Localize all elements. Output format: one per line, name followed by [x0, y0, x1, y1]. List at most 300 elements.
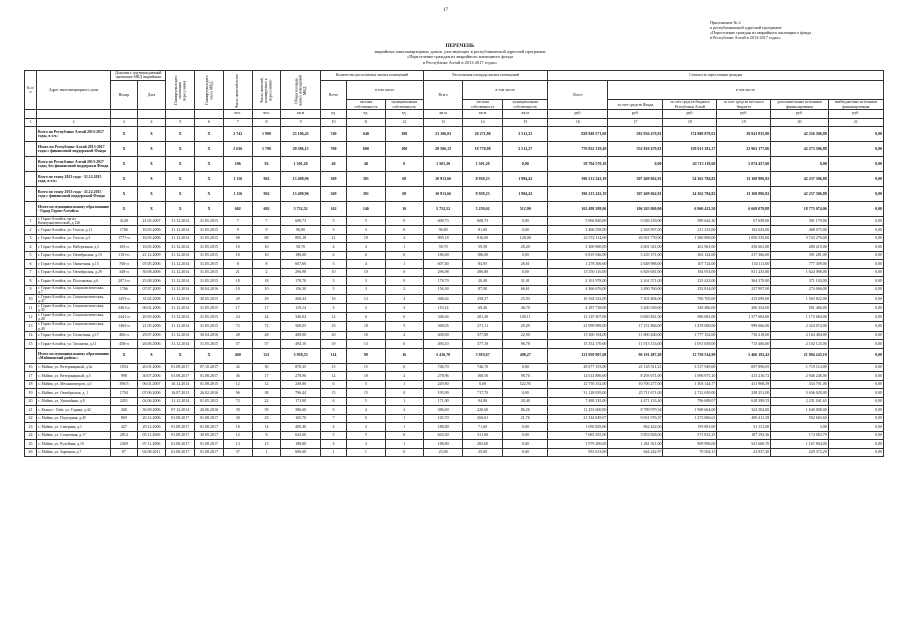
table-cell: 19: [347, 234, 385, 243]
col-cost-local: за счет средств местного бюджета: [717, 100, 771, 110]
table-cell: 0,00: [828, 142, 883, 157]
table-cell: 6: [320, 397, 346, 406]
table-cell: 466-п: [111, 331, 137, 340]
table-cell: 37: [223, 448, 252, 457]
column-number-cell: 13: [423, 118, 463, 127]
table-cell: 4 187 738,00: [548, 304, 608, 313]
table-row: [25, 243, 884, 252]
table-cell: 0,00: [502, 157, 548, 172]
table-cell: 828 948 571,69: [548, 127, 608, 142]
table-cell: 195 891,00: [663, 423, 717, 432]
table-row: [25, 414, 884, 423]
table-cell: 0,00: [502, 423, 548, 432]
table-cell: 0,00: [502, 448, 548, 457]
table-cell: 0,00: [828, 285, 883, 294]
table-cell: 165,70: [423, 414, 463, 423]
table-cell: 16.07.2013: [166, 389, 195, 398]
table-cell: 1 994,43: [502, 172, 548, 187]
table-cell: 1 051 658,00: [663, 340, 717, 349]
table-cell: 0,00: [828, 187, 883, 202]
table-cell: 217 366,00: [717, 251, 771, 260]
table-cell: 01.08.2017: [166, 440, 195, 449]
table-cell: X: [137, 202, 166, 217]
table-cell: 10 913,66: [423, 187, 463, 202]
table-cell: 103-п: [111, 243, 137, 252]
table-cell: 1: [385, 380, 423, 389]
table-cell: 3,00: [771, 423, 829, 432]
table-cell: 01.05.2015: [195, 397, 224, 406]
table-cell: [25, 202, 37, 217]
table-cell: 100,11: [502, 313, 548, 322]
table-cell: 1: [320, 448, 346, 457]
table-cell: 31.12.2014: [166, 322, 195, 331]
table-cell: 10: [25, 294, 37, 303]
table-cell: 1101-п: [111, 251, 137, 260]
table-cell: 369: [320, 187, 346, 202]
appendix-line: «Переселение граждан из аварийного жилищного фонда: [710, 30, 812, 35]
table-cell: 187 193,36: [717, 431, 771, 440]
table-cell: 811 235,00: [717, 268, 771, 277]
table-cell: 1: [385, 414, 423, 423]
table-cell: 10: [223, 285, 252, 294]
table-cell: 0: [385, 217, 423, 226]
col-cost-fund: за счет средств Фонда: [608, 100, 663, 110]
table-cell: 01.08.2017: [195, 414, 224, 423]
table-cell: 4 471 133,40: [608, 397, 663, 406]
table-cell: 6 966 423,50: [663, 202, 717, 217]
table-cell: 26,61: [502, 260, 548, 269]
table-cell: X: [195, 348, 224, 363]
table-cell: 265,60: [463, 440, 503, 449]
table-cell: 24: [223, 313, 252, 322]
table-cell: 0,00: [828, 348, 883, 363]
table-cell: 700: [320, 142, 346, 157]
table-cell: 7 685 455,00: [548, 431, 608, 440]
table-cell: 01.08.2017: [166, 372, 195, 381]
table-cell: 0: [385, 226, 423, 235]
table-cell: 20.06.2006: [137, 340, 166, 349]
table-cell: 46,70: [502, 304, 548, 313]
table-cell: 13 490,96: [281, 172, 321, 187]
address-cell: Итого по Республике Алтай 2013-2017 годы с финансовой поддержкой Фонда: [36, 142, 110, 157]
table-cell: 2 102 125,00: [771, 340, 829, 349]
table-cell: 0,00: [828, 372, 883, 381]
table-cell: 5: [385, 322, 423, 331]
table-cell: 18: [252, 277, 281, 286]
table-cell: 717,70: [463, 389, 503, 398]
table-cell: 20 586,15: [423, 142, 463, 157]
table-cell: 0,00: [828, 331, 883, 340]
address-cell: г. Горно-Алтайск, ул. Социалистическая, д.47: [36, 294, 110, 303]
table-cell: 13: [347, 340, 385, 349]
table-cell: 31.12.2014: [166, 243, 195, 252]
col-residents: Число жителей всего: [223, 71, 252, 110]
table-cell: 58,70: [281, 243, 321, 252]
table-cell: 29.07.2006: [137, 331, 166, 340]
address-cell: г. Горно-Алтайск, ул. Социалистическая, д.45: [36, 304, 110, 313]
table-cell: 0,00: [828, 423, 883, 432]
table-cell: 16: [385, 202, 423, 217]
page-number: 17: [443, 8, 448, 13]
table-cell: 31.12.2014: [166, 226, 195, 235]
total-row: [25, 172, 884, 187]
table-cell: 4: [25, 243, 37, 252]
column-number-cell: 3: [111, 118, 137, 127]
table-cell: 10: [252, 285, 281, 294]
table-cell: 568,05: [281, 322, 321, 331]
table-cell: 195,90: [423, 389, 463, 398]
address-cell: Всего по Республике Алтай 2013-2017 годы, в т.ч.:: [36, 127, 110, 142]
table-cell: 71,60: [463, 423, 503, 432]
table-cell: 396 213 243,19: [548, 172, 608, 187]
table-cell: 18: [223, 277, 252, 286]
table-cell: 869: [111, 414, 137, 423]
col-cost-group: Стоимость переселения граждан: [548, 71, 884, 81]
table-cell: 5: [347, 397, 385, 406]
table-cell: 31.12.2014: [166, 268, 195, 277]
table-cell: 25,00: [463, 448, 503, 457]
table-cell: 156,30: [281, 285, 321, 294]
table-cell: 15: [25, 340, 37, 349]
table-cell: 68: [252, 234, 281, 243]
table-cell: 268,44: [281, 294, 321, 303]
table-cell: 07.11.2006: [137, 440, 166, 449]
column-number-cell: 10: [320, 118, 346, 127]
table-body: [25, 127, 884, 457]
table-cell: 21: [223, 268, 252, 277]
table-cell: 2 512,23: [502, 127, 548, 142]
table-cell: 301: [347, 172, 385, 187]
address-cell: с. Майма, ул. Северная, д.1: [36, 423, 110, 432]
table-cell: X: [111, 142, 137, 157]
table-cell: 31.05.2015: [195, 313, 224, 322]
table-cell: X: [195, 202, 224, 217]
table-cell: 296,98: [423, 268, 463, 277]
table-cell: 17: [252, 304, 281, 313]
table-cell: 6 668 079,88: [717, 202, 771, 217]
table-cell: 23: [25, 423, 37, 432]
table-cell: 6: [347, 313, 385, 322]
title-line: аварийных многоквартирных домов, участвующих в республиканской адресной программе: [374, 49, 546, 55]
table-cell: 10: [347, 331, 385, 340]
table-cell: 8: [252, 431, 281, 440]
col-rooms-all: Всего: [320, 80, 346, 109]
table-cell: 324 302,00: [717, 406, 771, 415]
table-cell: 3: [347, 226, 385, 235]
column-number-cell: 12: [385, 118, 423, 127]
table-cell: 278,96: [281, 372, 321, 381]
col-cost-sub: в том числе:: [608, 80, 884, 100]
table-row: [25, 226, 884, 235]
table-cell: 602: [223, 202, 252, 217]
col-planned-demolition: Планируемая дата сноса МКД: [195, 71, 224, 110]
table-cell: 25 572 114,00: [548, 234, 608, 243]
units-row: [25, 110, 884, 119]
table-cell: 4: [320, 243, 346, 252]
table-cell: 2 946 246,00: [771, 372, 829, 381]
table-row: [25, 372, 884, 381]
table-row: [25, 285, 884, 294]
table-cell: [25, 187, 37, 202]
table-cell: 10: [223, 251, 252, 260]
table-cell: 02.08.2011: [137, 448, 166, 457]
table-cell: 301 179,00: [771, 217, 829, 226]
table-cell: 1: [25, 217, 37, 226]
table-cell: 0,00: [828, 304, 883, 313]
table-cell: X: [166, 348, 195, 363]
table-cell: 29: [223, 294, 252, 303]
table-row: [25, 313, 884, 322]
table-cell: 363 124,00: [663, 251, 717, 260]
table-cell: 13: [223, 440, 252, 449]
col-rooms-group: Количество расселяемых жилых помещений: [320, 71, 423, 81]
table-cell: 31.12.2014: [166, 285, 195, 294]
table-cell: 24: [25, 431, 37, 440]
table-cell: 2: [385, 285, 423, 294]
table-cell: 58 794 570,18: [548, 157, 608, 172]
table-cell: 20: [320, 331, 346, 340]
table-cell: 618 399,53: [717, 397, 771, 406]
address-cell: г. Горно-Алтайск, ул. Социалистическая, д.7: [36, 285, 110, 294]
table-cell: 7: [252, 217, 281, 226]
table-cell: 23: [320, 322, 346, 331]
table-cell: 0: [385, 389, 423, 398]
table-cell: 84,95: [463, 260, 503, 269]
table-cell: 4: [347, 406, 385, 415]
table-cell: 307 469 062,91: [608, 187, 663, 202]
table-cell: 1: [385, 440, 423, 449]
column-number-cell: 19: [717, 118, 771, 127]
table-cell: 220,60: [463, 406, 503, 415]
table-cell: 261 961,00: [663, 243, 717, 252]
table-row: [25, 431, 884, 440]
table-cell: X: [111, 348, 137, 363]
table-cell: 72: [252, 322, 281, 331]
table-cell: 31 128 839,00: [548, 389, 608, 398]
table-cell: X: [166, 127, 195, 142]
table-cell: 541 660,70: [717, 440, 771, 449]
table-cell: 36: [223, 372, 252, 381]
table-cell: 607,60: [281, 260, 321, 269]
address-cell: с. Кызыл - Озёк, ул. Горная, д.42: [36, 406, 110, 415]
table-cell: 10: [320, 268, 346, 277]
table-cell: 1 377 684,00: [717, 313, 771, 322]
table-cell: 30.04.2016: [195, 331, 224, 340]
table-cell: 1 501,20: [463, 157, 503, 172]
table-cell: 2 601 541,00: [608, 243, 663, 252]
table-cell: 369: [320, 172, 346, 187]
table-cell: 28,40: [502, 397, 548, 406]
table-cell: 0,00: [608, 157, 663, 172]
table-cell: 14: [252, 423, 281, 432]
table-cell: 23 106,43: [281, 127, 321, 142]
table-cell: 760-п: [111, 260, 137, 269]
table-cell: 386,60: [423, 406, 463, 415]
column-number-cell: 9: [281, 118, 321, 127]
unit-cell: [166, 110, 195, 119]
table-cell: 100: [385, 142, 423, 157]
table-cell: 31.12.2014: [166, 234, 195, 243]
table-cell: 184 953,00: [663, 268, 717, 277]
table-cell: 26: [25, 448, 37, 457]
total-row: [25, 142, 884, 157]
table-cell: 2369: [111, 440, 137, 449]
table-cell: 371 103,00: [771, 277, 829, 286]
col-doc-date: Дата: [137, 80, 166, 109]
table-cell: 5: [320, 260, 346, 269]
table-cell: 96,80: [281, 226, 321, 235]
table-cell: 20 586,15: [281, 142, 321, 157]
table-row: [25, 251, 884, 260]
table-cell: 0,00: [828, 226, 883, 235]
table-cell: 5: [347, 380, 385, 389]
table-cell: 13 550 116,00: [548, 268, 608, 277]
table-cell: 87: [111, 448, 137, 457]
table-cell: 0,00: [828, 234, 883, 243]
table-cell: 28: [252, 331, 281, 340]
table-cell: 15: [320, 363, 346, 372]
table-cell: 31.12.2014: [166, 294, 195, 303]
table-cell: 415 699,00: [717, 294, 771, 303]
table-cell: 43 715 118,60: [663, 157, 717, 172]
table-cell: 100: [385, 127, 423, 142]
table-cell: 10: [252, 243, 281, 252]
table-cell: 411 968,39: [717, 380, 771, 389]
column-number-cell: 18: [663, 118, 717, 127]
table-cell: 68: [223, 234, 252, 243]
total-row: [25, 202, 884, 217]
table-cell: 17: [252, 372, 281, 381]
table-cell: 12: [252, 380, 281, 389]
unit-cell: [195, 110, 224, 119]
table-cell: [25, 157, 37, 172]
table-cell: 5 235 371,00: [608, 251, 663, 260]
document-title: [250, 44, 670, 65]
column-number-cell: 11: [347, 118, 385, 127]
table-row: [25, 423, 884, 432]
table-cell: 2: [385, 331, 423, 340]
table-cell: 23,00: [423, 448, 463, 457]
table-cell: 3 490 760,00: [608, 285, 663, 294]
table-cell: 21,76: [502, 414, 548, 423]
table-row: [25, 322, 884, 331]
table-cell: [25, 127, 37, 142]
table-cell: 29: [252, 294, 281, 303]
table-cell: 15: [347, 363, 385, 372]
table-cell: 582 836 479,81: [608, 127, 663, 142]
column-number-cell: 15: [502, 118, 548, 127]
address-cell: с. Майма, ул. Урожайная, д.8: [36, 397, 110, 406]
table-cell: 7: [320, 414, 346, 423]
address-cell: г. Горно-Алтайск, ул. Октябрьская, д.29: [36, 268, 110, 277]
table-cell: 4: [320, 440, 346, 449]
table-cell: 490,27: [502, 348, 548, 363]
table-row: [25, 277, 884, 286]
table-cell: 408,00: [281, 331, 321, 340]
table-cell: 0,00: [828, 340, 883, 349]
column-number-cell: 14: [463, 118, 503, 127]
table-cell: 0: [385, 157, 423, 172]
column-number-cell: 4: [137, 118, 166, 127]
column-number-cell: 7: [223, 118, 252, 127]
unit-cell: кв.м: [463, 110, 503, 119]
table-cell: 1: [252, 448, 281, 457]
col-doc-number: Номер: [111, 80, 137, 109]
table-cell: 501 466,00: [771, 304, 829, 313]
unit-cell: чел.: [252, 110, 281, 119]
table-cell: 18 770,08: [463, 142, 503, 157]
table-cell: 98: [347, 348, 385, 363]
table-cell: 571 812,25: [663, 431, 717, 440]
table-cell: 2 648 988,00: [608, 260, 663, 269]
table-cell: 2 742: [223, 127, 252, 142]
table-cell: 256 661,00: [717, 243, 771, 252]
table-cell: 13 125 307,00: [548, 313, 608, 322]
table-cell: 68: [385, 172, 423, 187]
table-cell: 1 501,20: [423, 157, 463, 172]
table-cell: 12 750 534,99: [663, 348, 717, 363]
table-cell: 816,00: [463, 234, 503, 243]
table-cell: 10 164 332,00: [548, 294, 608, 303]
table-cell: 21: [25, 406, 37, 415]
table-cell: 92: [252, 157, 281, 172]
table-cell: 174 088 879,63: [663, 127, 717, 142]
table-cell: 746,70: [463, 363, 503, 372]
table-cell: 0,00: [828, 322, 883, 331]
table-cell: 909 996,00: [663, 440, 717, 449]
table-cell: 6: [385, 340, 423, 349]
table-cell: 10.05.2006: [137, 226, 166, 235]
table-cell: X: [137, 127, 166, 142]
table-cell: 1 360 800,00: [663, 234, 717, 243]
table-cell: 186,00: [423, 251, 463, 260]
table-cell: 0,00: [828, 243, 883, 252]
table-cell: 31.02.2008: [137, 294, 166, 303]
table-cell: 2 231 041,65: [771, 397, 829, 406]
table-cell: 568,05: [423, 322, 463, 331]
unit-cell: руб.: [771, 110, 829, 119]
table-cell: 57: [223, 340, 252, 349]
table-cell: 895,18: [281, 234, 321, 243]
table-cell: 17: [223, 304, 252, 313]
table-cell: 39: [223, 406, 252, 415]
table-cell: 25.08.2006: [137, 277, 166, 286]
table-cell: X: [137, 142, 166, 157]
table-cell: 106: [223, 157, 252, 172]
table-cell: 0,00: [502, 268, 548, 277]
table-cell: 2461-п: [111, 304, 137, 313]
table-cell: 3 406 558,00: [548, 226, 608, 235]
table-cell: 20.05.2006: [137, 313, 166, 322]
table-cell: 1 303 144,77: [663, 380, 717, 389]
address-cell: г. Горно-Алтайск, ул. Оконечная, д.15: [36, 260, 110, 269]
table-cell: 321: [252, 348, 281, 363]
table-cell: 16: [320, 294, 346, 303]
table-cell: 162 643,00: [717, 226, 771, 235]
table-cell: 31.12.2014: [166, 217, 195, 226]
table-cell: 07.06.2006: [137, 389, 166, 398]
table-cell: 42 256 306,88: [771, 127, 829, 142]
table-cell: 608,73: [463, 217, 503, 226]
table-cell: 01.08.2017: [166, 363, 195, 372]
address-cell: г. Горно-Алтайск, ул. Набережная, д.5: [36, 243, 110, 252]
table-cell: 1 990: [252, 127, 281, 142]
table-cell: 123 959 907,68: [548, 348, 608, 363]
table-cell: 07.12.2014: [166, 406, 195, 415]
table-cell: 2: [385, 234, 423, 243]
table-cell: 31.05.2015: [195, 251, 224, 260]
col-area-all: Всего: [423, 80, 463, 109]
